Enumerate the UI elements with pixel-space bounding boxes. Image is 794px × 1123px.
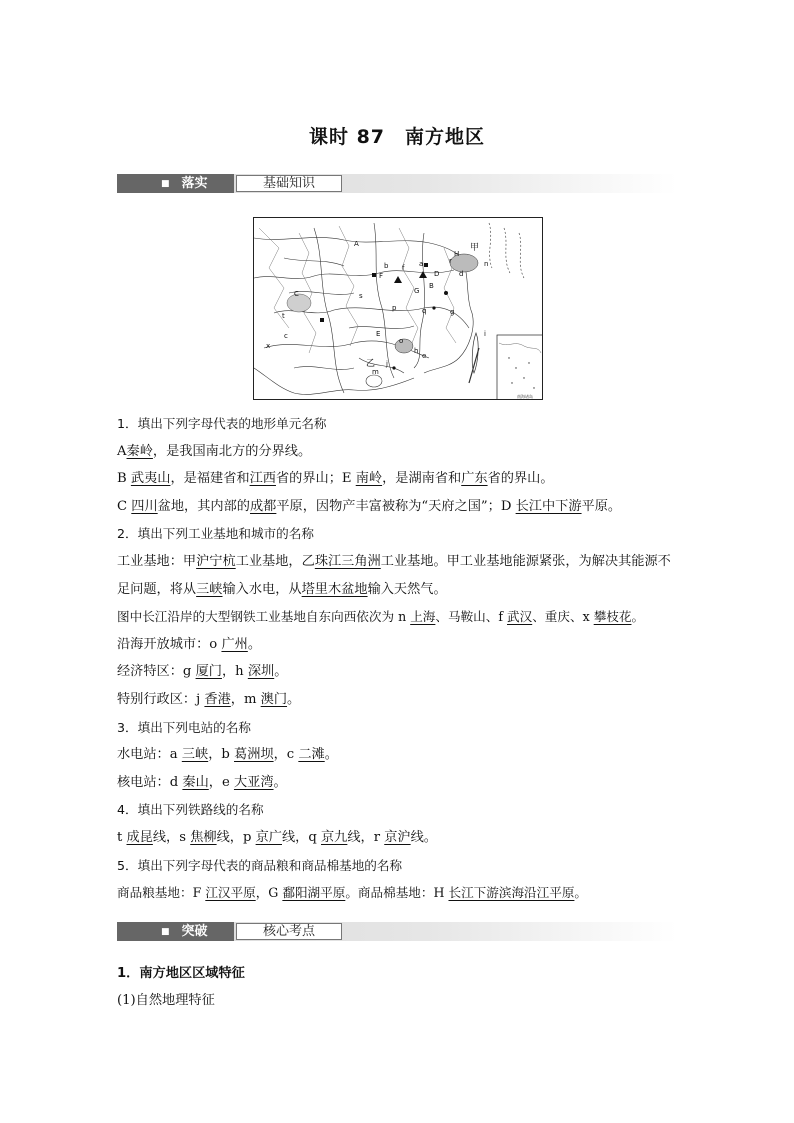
answer-line: 工业基地：甲沪宁杭工业基地，乙珠江三角洲工业基地。甲工业基地能源紧张，为解决其能源不足问题，将从三峡输入水电，从塔里木盆地输入天然气。 [117,553,671,597]
answer-line: 水电站：a 三峡，b 葛洲坝，c 二滩。 [117,747,338,763]
map-label: D [434,270,440,278]
answer-line: 经济特区：g 厦门，h 深圳。 [117,664,288,680]
map-label: t [282,312,285,320]
square-bullet-icon: ■ [161,927,170,937]
sub-heading: (1)自然地理特征 [117,993,215,1008]
answer-line: 商品粮基地：F 江汉平原，G 鄱阳湖平原。商品棉基地：H 长江下游滨海沿江平原。 [117,885,588,901]
map-label: a [419,260,424,268]
question-heading: 2．填出下列工业基地和城市的名称 [117,526,314,542]
map-label: j [386,360,388,368]
map-label: E [376,330,381,338]
answer-line: 核电站：d 秦山，e 大亚湾。 [117,774,287,790]
map-label: H [454,250,460,258]
map-label: A [354,240,359,248]
map-label: f [402,264,405,272]
section-header-breakthrough [117,922,677,941]
question-heading: 4．填出下列铁路线的名称 [117,802,264,818]
south-china-map [253,217,543,400]
question-heading: 1．填出下列字母代表的地形单元名称 [117,416,327,431]
map-label: 甲 [470,243,480,253]
map-label: c [284,332,288,340]
map-label: 乙 [366,359,376,369]
map-label: e [422,352,427,360]
map-label: r [449,257,452,265]
map-label: o [399,337,404,345]
map-label: g [450,308,455,316]
map-label: B [429,282,434,290]
answer-line: B 武夷山，是福建省和江西省的界山；E 南岭，是湖南省和广东省的界山。 [117,471,554,487]
question-heading: 3．填出下列电站的名称 [117,719,251,735]
question-heading: 5．填出下列字母代表的商品粮和商品棉基地的名称 [117,857,403,873]
answer-line: A秦岭，是我国南北方的分界线。 [117,443,312,459]
section-tag [117,174,234,193]
map-label: x [266,342,271,350]
map-label: i [484,330,486,338]
map-graphic [254,218,543,400]
map-label: q [422,307,427,315]
part-heading: 1．南方地区区域特征 [117,966,245,981]
answer-line: C 四川盆地，其内部的成都平原，因物产丰富被称为“天府之国”；D 长江中下游平原。 [117,498,622,514]
map-label: G [414,287,420,295]
section-tag [117,922,234,941]
map-label: b [384,262,389,270]
section-tag-label: 突破 [181,924,208,939]
map-label: m [372,368,379,376]
map-label: p [392,304,397,312]
page-title: 课时 87 南方地区 [308,126,486,148]
section-tag-label: 落实 [181,176,208,191]
map-label: s [359,292,363,300]
answer-line: 图中长江沿岸的大型钢铁工业基地自东向西依次为 n 上海、马鞍山、f 武汉、重庆、x 攀枝花。 [117,609,645,625]
inset-caption: 南海诸岛 [517,394,533,399]
map-label: h [414,347,419,355]
square-bullet-icon: ■ [161,179,170,189]
section-label: 基础知识 [236,175,342,192]
map-label: n [484,260,489,268]
answer-line: t 成昆线，s 焦柳线，p 京广线，q 京九线，r 京沪线。 [117,829,437,845]
answer-line: 特别行政区：j 香港，m 澳门。 [117,691,301,707]
section-header-foundation [117,174,677,193]
answer-line: 沿海开放城市：o 广州。 [117,636,262,652]
map-label: F [379,272,384,280]
map-label: C [294,290,299,298]
section-label: 核心考点 [236,923,342,940]
map-label: d [459,270,464,278]
content-body [117,410,682,907]
